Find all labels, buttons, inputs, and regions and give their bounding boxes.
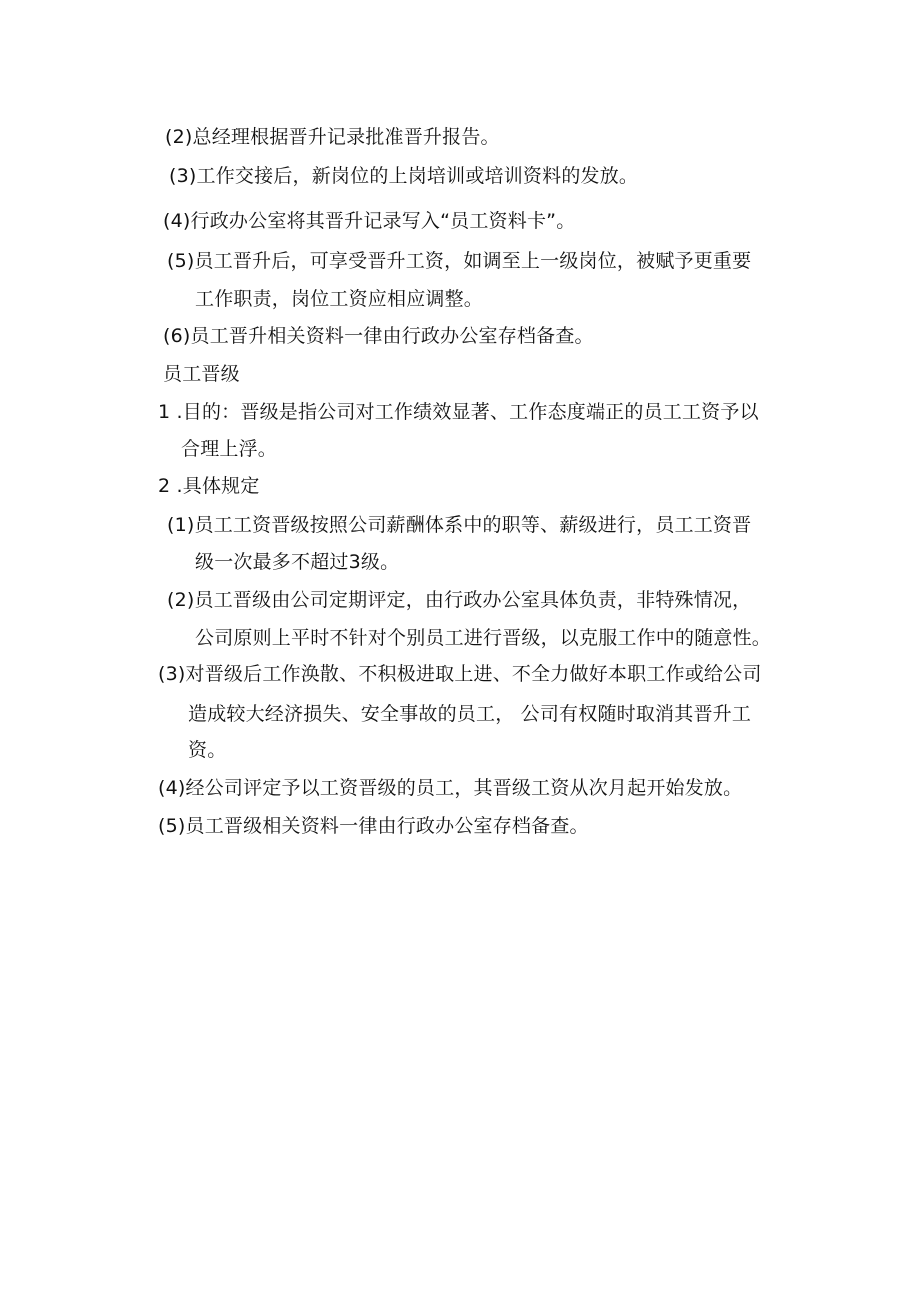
paragraph-line: 造成较大经济损失、安全事故的员工， 公司有权随时取消其晋升工 <box>188 703 752 725</box>
paragraph-line: 工作职责，岗位工资应相应调整。 <box>195 288 484 310</box>
paragraph-line: (3)对晋级后工作涣散、不积极进取上进、不全力做好本职工作或给公司 <box>158 663 762 685</box>
section-heading: 员工晋级 <box>163 363 240 385</box>
paragraph-line: (2)员工晋级由公司定期评定，由行政办公室具体负责，非特殊情况， <box>167 589 752 611</box>
paragraph-line: 公司原则上平时不针对个别员工进行晋级，以克服工作中的随意性。 <box>195 627 772 649</box>
paragraph-line: (4)经公司评定予以工资晋级的员工，其晋级工资从次月起开始发放。 <box>158 777 743 799</box>
paragraph-line: 合理上浮。 <box>181 438 278 460</box>
paragraph-line: (3)工作交接后，新岗位的上岗培训或培训资料的发放。 <box>169 165 639 187</box>
paragraph-line: (4)行政办公室将其晋升记录写入“员工资料卡”。 <box>163 210 576 232</box>
paragraph-line: 1 .目的：晋级是指公司对工作绩效显著、工作态度端正的员工工资予以 <box>158 401 759 423</box>
paragraph-line: (5)员工晋级相关资料一律由行政办公室存档备查。 <box>158 815 589 837</box>
paragraph-line: 资。 <box>188 739 227 761</box>
paragraph-line: 2 .具体规定 <box>158 475 260 497</box>
paragraph-line: 级一次最多不超过3级。 <box>195 551 400 573</box>
paragraph-line: (6)员工晋升相关资料一律由行政办公室存档备查。 <box>163 325 594 347</box>
paragraph-line: (1)员工工资晋级按照公司薪酬体系中的职等、薪级进行，员工工资晋 <box>167 514 752 536</box>
paragraph-line: (2)总经理根据晋升记录批准晋升报告。 <box>165 126 500 148</box>
paragraph-line: (5)员工晋升后，可享受晋升工资，如调至上一级岗位，被赋予更重要 <box>167 250 752 272</box>
